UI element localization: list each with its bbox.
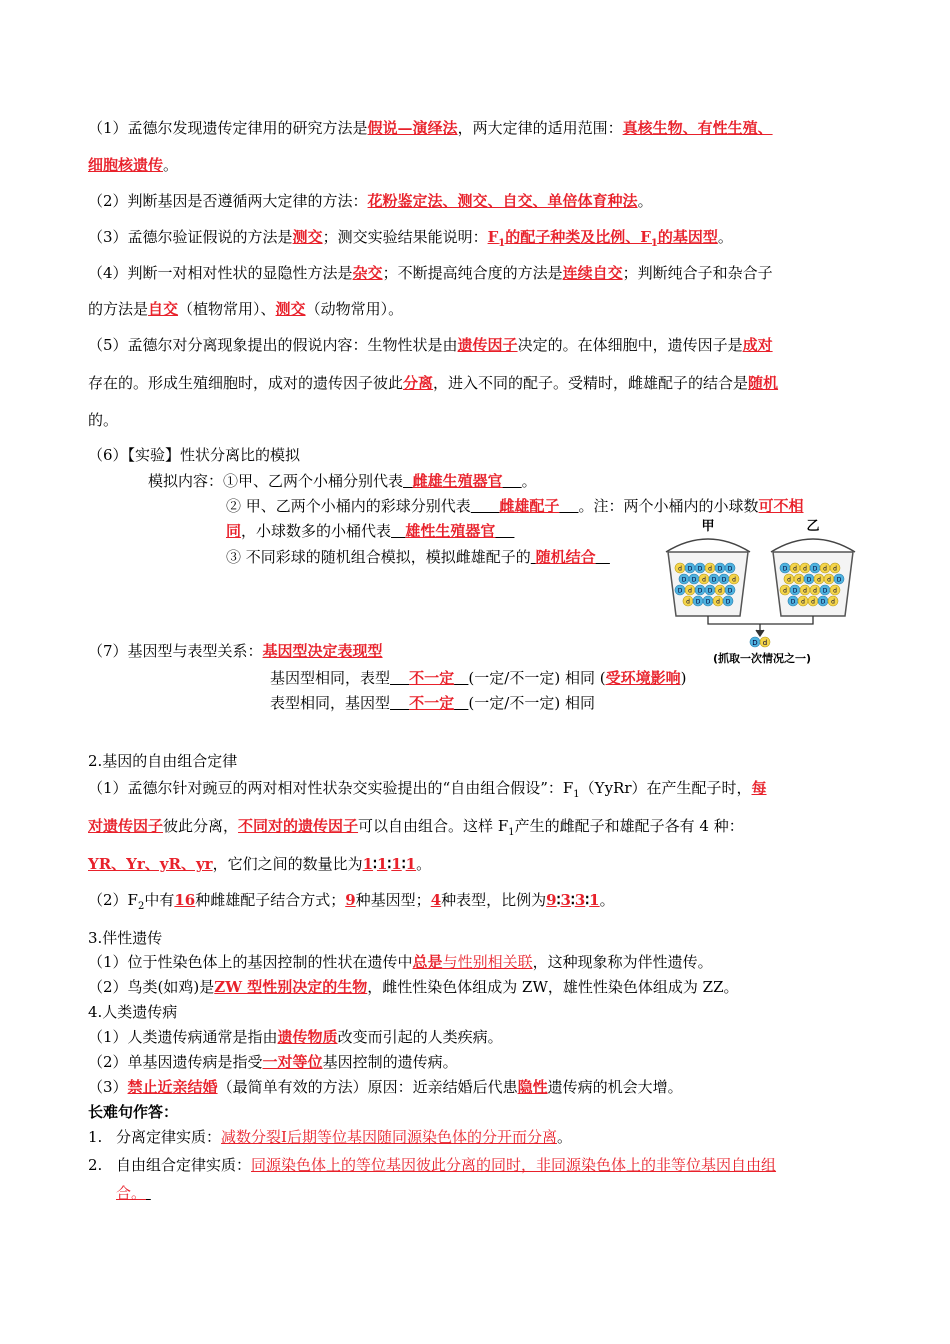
- answer: 假说—演绎法: [367, 119, 458, 137]
- text: （植物常用）、: [178, 300, 276, 318]
- text: 。: [521, 472, 537, 490]
- s1-line-9: [88, 410, 118, 430]
- ball-label: d: [686, 598, 690, 606]
- bucket-jia: [666, 539, 750, 616]
- s1-line-14: [226, 547, 610, 567]
- ball-label: d: [716, 598, 720, 606]
- answer: 杂交: [352, 264, 383, 282]
- text: （1）孟德尔针对豌豆的两对相对性状杂交实验提出的“自由组合假设”：F: [88, 779, 574, 797]
- ball-label: D: [790, 598, 796, 606]
- text: 产生的雌配子和雄配子各有 4 种：: [514, 817, 744, 835]
- text: （3）孟德尔验证假说的方法是: [88, 228, 293, 246]
- ball-label: D: [691, 576, 697, 584]
- answer: 雄性生殖器官: [405, 522, 496, 540]
- text: （1）孟德尔发现遗传定律用的研究方法是: [88, 119, 368, 137]
- text: (一定/不一定) 相同 (: [468, 669, 606, 687]
- ball-label: D: [677, 587, 683, 595]
- text: 。注：两个小桶内的小球数: [578, 497, 759, 515]
- ball-label: D: [812, 565, 818, 573]
- text: 基因型相同，表型: [270, 669, 391, 687]
- ball-label: D: [836, 576, 842, 584]
- text: ；测交实验结果能说明：: [322, 228, 488, 246]
- ball-label: d: [688, 587, 692, 595]
- picked-ball-D: D: [752, 639, 758, 647]
- text: （5）孟德尔对分离现象提出的假说内容：生物性状是由: [88, 336, 458, 354]
- text: 模拟内容：①甲、乙两个小桶分别代表: [148, 472, 404, 490]
- s2-line-2: 对遗传因子彼此分离，不同对的遗传因子可以自由组合。这样 $F_1$产生的雌配子和雄配子各有 4 种：: [88, 817, 744, 838]
- ball-label: D: [697, 565, 703, 573]
- text: （7）基因型与表型关系：: [88, 642, 263, 660]
- s4-line-1: （1）人类遗传病通常是指由遗传物质改变而引起的人类疾病。: [88, 1028, 503, 1046]
- section-title: 4.人类遗传病: [88, 1003, 178, 1021]
- text: ，进入不同的配子。受精时，雌雄配子的结合是: [433, 374, 749, 392]
- answer: 成对: [742, 336, 773, 354]
- ball-label: d: [793, 565, 797, 573]
- ball-label: D: [711, 576, 717, 584]
- answer: 雌雄配子: [499, 497, 560, 515]
- label-jia: 甲: [701, 519, 715, 534]
- text: 存在的。形成生殖细胞时，成对的遗传因子彼此: [88, 374, 404, 392]
- ball-label: D: [707, 587, 713, 595]
- text: ② 甲、乙两个小桶内的彩球分别代表: [226, 497, 471, 515]
- ball-label: d: [801, 598, 805, 606]
- figure-caption: (抓取一次情况之一): [712, 652, 812, 665]
- text: （4）判断一对相对性状的显隐性方法是: [88, 264, 353, 282]
- answer: 真核生物、有性生殖、: [622, 119, 773, 137]
- ball-label: D: [792, 587, 798, 595]
- picked-balls: [750, 637, 770, 647]
- label-yi: 乙: [806, 519, 820, 534]
- s5-title: [88, 1102, 178, 1122]
- text: ；不断提高纯合度的方法是: [382, 264, 563, 282]
- text: ；判断纯合子和杂合子: [622, 264, 773, 282]
- text: ，两大定律的适用范围：: [457, 119, 623, 137]
- ball-label: d: [783, 587, 787, 595]
- s5-q2: 2. 自由组合定律实质：同源染色体上的等位基因彼此分离的同时，非同源染色体上的非等位基因自由组: [88, 1156, 777, 1174]
- text: 可以自由组合。这样 F: [358, 817, 509, 835]
- s2-title: [88, 751, 237, 771]
- ball-label: D: [782, 565, 788, 573]
- ball-label: D: [717, 565, 723, 573]
- s3-line-1: （1）位于性染色体上的基因控制的性状在遗传中总是与性别相关联，这种现象称为伴性遗传。: [88, 953, 713, 971]
- answer: $F_1$的配子种类及比例、$F_1$的基因型: [487, 228, 718, 249]
- text: 彼此分离，: [163, 817, 239, 835]
- ball-label: d: [833, 587, 837, 595]
- answer: 可不相: [758, 497, 804, 515]
- ball-label: d: [797, 576, 801, 584]
- answer: 不一定: [409, 694, 455, 712]
- ball-label: D: [822, 587, 828, 595]
- s5-q2-cont: 合。: [116, 1184, 147, 1202]
- s1-line-17: [270, 693, 595, 713]
- ball-label: D: [806, 576, 812, 584]
- text: 。: [163, 156, 179, 174]
- s3-title: [88, 928, 162, 948]
- answer: 遗传因子: [457, 336, 518, 354]
- s4-title: [88, 1002, 177, 1022]
- ball-label: d: [803, 587, 807, 595]
- answer: 测交: [275, 300, 306, 318]
- answer: 受环境影响: [605, 669, 681, 687]
- picked-ball-d: d: [762, 639, 768, 647]
- text: （YyRr）在产生配子时，: [579, 779, 752, 797]
- text: 的方法是: [88, 300, 149, 318]
- ball-label: d: [833, 565, 837, 573]
- section-title: 3.伴性遗传: [88, 929, 163, 947]
- s1-line-6: [88, 299, 403, 319]
- arrow-lines: [708, 616, 813, 636]
- answer: 细胞核遗传: [88, 156, 164, 174]
- ball-label: D: [697, 587, 703, 595]
- s2-line-4: $(2)F_2$中有16种雌雄配子结合方式；9种基因型；4种表型，比例为9∶3∶3∶1。: [88, 891, 615, 912]
- ball-label: D: [695, 598, 701, 606]
- text: ，它们之间的数量比为: [212, 855, 363, 873]
- ball-label: D: [721, 576, 727, 584]
- ball-label: D: [820, 598, 826, 606]
- ball-label: D: [681, 576, 687, 584]
- bucket-simulation-figure: [658, 516, 868, 668]
- text: （动物常用）。: [305, 300, 404, 318]
- text: 。: [717, 228, 733, 246]
- text: 的。: [88, 411, 119, 429]
- ball-label: d: [831, 598, 835, 606]
- s2-line-3: YR、Yr、yR、yr，它们之间的数量比为1∶1∶1∶1。: [88, 855, 432, 873]
- ball-label: D: [705, 598, 711, 606]
- section-title: 2.基因的自由组合定律: [88, 752, 238, 770]
- s1-line-1: [88, 118, 773, 138]
- ball-label: d: [823, 565, 827, 573]
- s1-line-7: [88, 335, 773, 355]
- answer: 花粉鉴定法、测交、自交、单倍体育种法: [367, 192, 638, 210]
- text: （2）判断基因是否遵循两大定律的方法：: [88, 192, 368, 210]
- answer: 测交: [292, 228, 323, 246]
- ball-label: D: [725, 598, 731, 606]
- answer: 连续自交: [562, 264, 623, 282]
- text: 。: [637, 192, 653, 210]
- ball-label: d: [678, 565, 682, 573]
- answer: YR、Yr、yR、yr: [88, 855, 213, 873]
- answer: 对遗传因子: [88, 817, 164, 835]
- text: 表型相同，基因型: [270, 694, 391, 712]
- s1-line-2: [88, 155, 178, 175]
- ball-label: D: [727, 587, 733, 595]
- s1-line-5: [88, 263, 773, 283]
- ball-label: d: [817, 576, 821, 584]
- text: （6）【实验】性状分离比的模拟: [88, 446, 301, 464]
- answer: 不同对的遗传因子: [238, 817, 359, 835]
- ball-label: d: [811, 598, 815, 606]
- section-title: 长难句作答：: [88, 1103, 179, 1121]
- s2-line-1: （1）孟德尔针对豌豆的两对相对性状杂交实验提出的“自由组合假设”：$F_1(YyRr)$在产生配子时，每: [88, 779, 767, 800]
- answer: 自交: [148, 300, 179, 318]
- s4-line-2: （2）单基因遗传病是指受一对等位基因控制的遗传病。: [88, 1053, 458, 1071]
- s4-line-3: （3）禁止近亲结婚（最简单有效的方法）原因：近亲结婚后代患隐性遗传病的机会大增。: [88, 1078, 683, 1096]
- ball-label: d: [732, 576, 736, 584]
- text: (一定/不一定) 相同: [468, 694, 595, 712]
- s1-line-4: [88, 227, 733, 254]
- ball-label: d: [708, 565, 712, 573]
- answer: 不一定: [409, 669, 455, 687]
- bucket-yi: [771, 539, 855, 616]
- s1-line-3: [88, 191, 653, 211]
- s1-line-10: [88, 445, 300, 465]
- s1-line-11: [148, 471, 537, 491]
- ball-label: D: [687, 565, 693, 573]
- ball-label: d: [827, 576, 831, 584]
- ball-label: D: [727, 565, 733, 573]
- s1-line-16: [270, 668, 686, 688]
- ball-label: d: [787, 576, 791, 584]
- ball-label: d: [803, 565, 807, 573]
- s5-q1: 1. 分离定律实质：减数分裂Ⅰ后期等位基因随同源染色体的分开而分离。: [88, 1128, 572, 1146]
- ball-label: d: [702, 576, 706, 584]
- text: ，小球数多的小桶代表: [241, 522, 392, 540]
- answer: 基因型决定表现型: [262, 642, 383, 660]
- s1-line-12: [226, 496, 804, 516]
- s1-line-15: [88, 641, 383, 661]
- answer: 雌雄生殖器官: [412, 472, 503, 490]
- ball-label: d: [813, 587, 817, 595]
- answer: 同: [226, 522, 242, 540]
- s1-line-8: [88, 373, 778, 393]
- answer: 分离: [403, 374, 434, 392]
- answer: 随机结合: [535, 548, 596, 566]
- answer: 每: [751, 779, 767, 797]
- text: 决定的。在体细胞中，遗传因子是: [517, 336, 743, 354]
- text: ): [680, 669, 687, 687]
- answer: 随机: [748, 374, 779, 392]
- ball-label: d: [718, 587, 722, 595]
- s1-line-13: [226, 521, 514, 541]
- text: ③ 不同彩球的随机组合模拟，模拟雌雄配子的: [226, 548, 531, 566]
- s3-line-2: （2）鸟类(如鸡)是ZW 型性别决定的生物，雌性性染色体组成为 ZW，雄性性染色体组成为 ZZ。: [88, 978, 739, 996]
